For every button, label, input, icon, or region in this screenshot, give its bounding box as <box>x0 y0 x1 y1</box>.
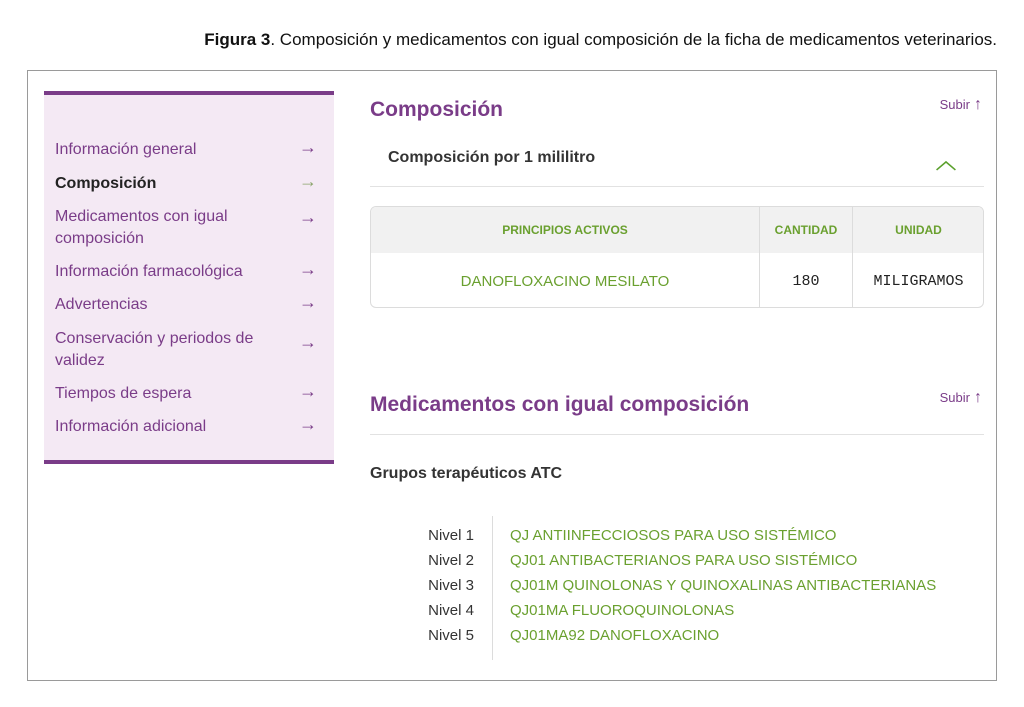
figure-caption-text: . Composición y medicamentos con igual composición de la ficha de medicamentos veterinarios. <box>270 30 997 49</box>
column-header-cantidad: CANTIDAD <box>759 207 852 253</box>
subir-button[interactable] <box>940 96 982 114</box>
column-header-principios-activos: PRINCIPIOS ACTIVOS <box>502 223 628 237</box>
grupos-terapeuticos-label: Grupos terapéuticos ATC <box>370 465 563 482</box>
sidebar-item-label: Información general <box>55 141 197 158</box>
arrow-right-icon: → <box>299 171 317 191</box>
atc-level-link[interactable]: QJ01MA FLUOROQUINOLONAS <box>510 602 735 619</box>
sidebar-item-label: Advertencias <box>55 296 148 313</box>
arrow-right-icon: → <box>299 414 317 434</box>
sidebar-item-composicion[interactable] <box>55 173 325 195</box>
atc-level-link[interactable]: QJ01 ANTIBACTERIANOS PARA USO SISTÉMICO <box>510 552 858 569</box>
sidebar-item-informacion-farmacologica[interactable] <box>55 261 325 283</box>
atc-level-link[interactable]: QJ01M QUINOLONAS Y QUINOXALINAS ANTIBACTERIANAS <box>510 577 937 594</box>
arrow-right-icon: → <box>299 207 317 227</box>
column-header-unidad: UNIDAD <box>852 207 984 253</box>
sidebar-item-conservacion[interactable] <box>55 328 325 372</box>
arrow-right-icon: → <box>299 292 317 312</box>
sidebar-item-label: Tiempos de espera <box>55 385 192 402</box>
subir-label: Subir <box>939 97 970 112</box>
sidebar-item-label: Composición <box>55 175 157 192</box>
subir-button[interactable] <box>940 389 982 407</box>
atc-divider-line <box>492 516 493 660</box>
medicamentos-title: Medicamentos con igual composición <box>370 393 750 416</box>
arrow-up-icon: ↑ <box>974 96 982 113</box>
sidebar-item-advertencias[interactable] <box>55 294 325 316</box>
sidebar-item-label: Medicamentos con igual composición <box>55 208 228 247</box>
sidebar-nav <box>44 91 334 464</box>
arrow-right-icon: → <box>299 381 317 401</box>
atc-level-label: Nivel 2 <box>428 552 474 569</box>
subir-label: Subir <box>939 390 970 405</box>
composicion-accordion-header[interactable] <box>370 131 984 187</box>
atc-level-link[interactable]: QJ ANTIINFECCIOSOS PARA USO SISTÉMICO <box>510 527 837 544</box>
sidebar-item-medicamentos-igual-composicion[interactable] <box>55 206 325 250</box>
arrow-right-icon: → <box>299 332 317 352</box>
chevron-up-icon[interactable]: ︿ <box>936 151 956 173</box>
atc-level-label: Nivel 1 <box>428 527 474 544</box>
screenshot-frame <box>27 70 997 681</box>
figure-number: Figura 3 <box>204 30 271 49</box>
section-divider <box>370 434 984 435</box>
arrow-right-icon: → <box>299 259 317 279</box>
principio-activo-link[interactable]: DANOFLOXACINO MESILATO <box>460 272 670 290</box>
figure-caption <box>204 30 997 50</box>
atc-level-label: Nivel 5 <box>428 627 474 644</box>
sidebar-item-label: Conservación y periodos de validez <box>55 330 254 369</box>
unidad-cell: MILIGRAMOS <box>852 253 984 308</box>
sidebar-item-informacion-general[interactable] <box>55 139 325 161</box>
composicion-por-label: Composición por 1 mililitro <box>388 149 596 166</box>
arrow-up-icon: ↑ <box>974 389 982 406</box>
sidebar-item-informacion-adicional[interactable] <box>55 416 325 438</box>
sidebar-item-label: Información farmacológica <box>55 263 243 280</box>
atc-level-label: Nivel 4 <box>428 602 474 619</box>
composicion-title: Composición <box>370 98 504 121</box>
sidebar-item-tiempos-de-espera[interactable] <box>55 383 325 405</box>
sidebar-item-label: Información adicional <box>55 418 207 435</box>
arrow-right-icon: → <box>299 137 317 157</box>
principios-activos-table <box>370 206 984 308</box>
cantidad-cell: 180 <box>759 253 852 308</box>
atc-level-link[interactable]: QJ01MA92 DANOFLOXACINO <box>510 627 720 644</box>
atc-level-label: Nivel 3 <box>428 577 474 594</box>
